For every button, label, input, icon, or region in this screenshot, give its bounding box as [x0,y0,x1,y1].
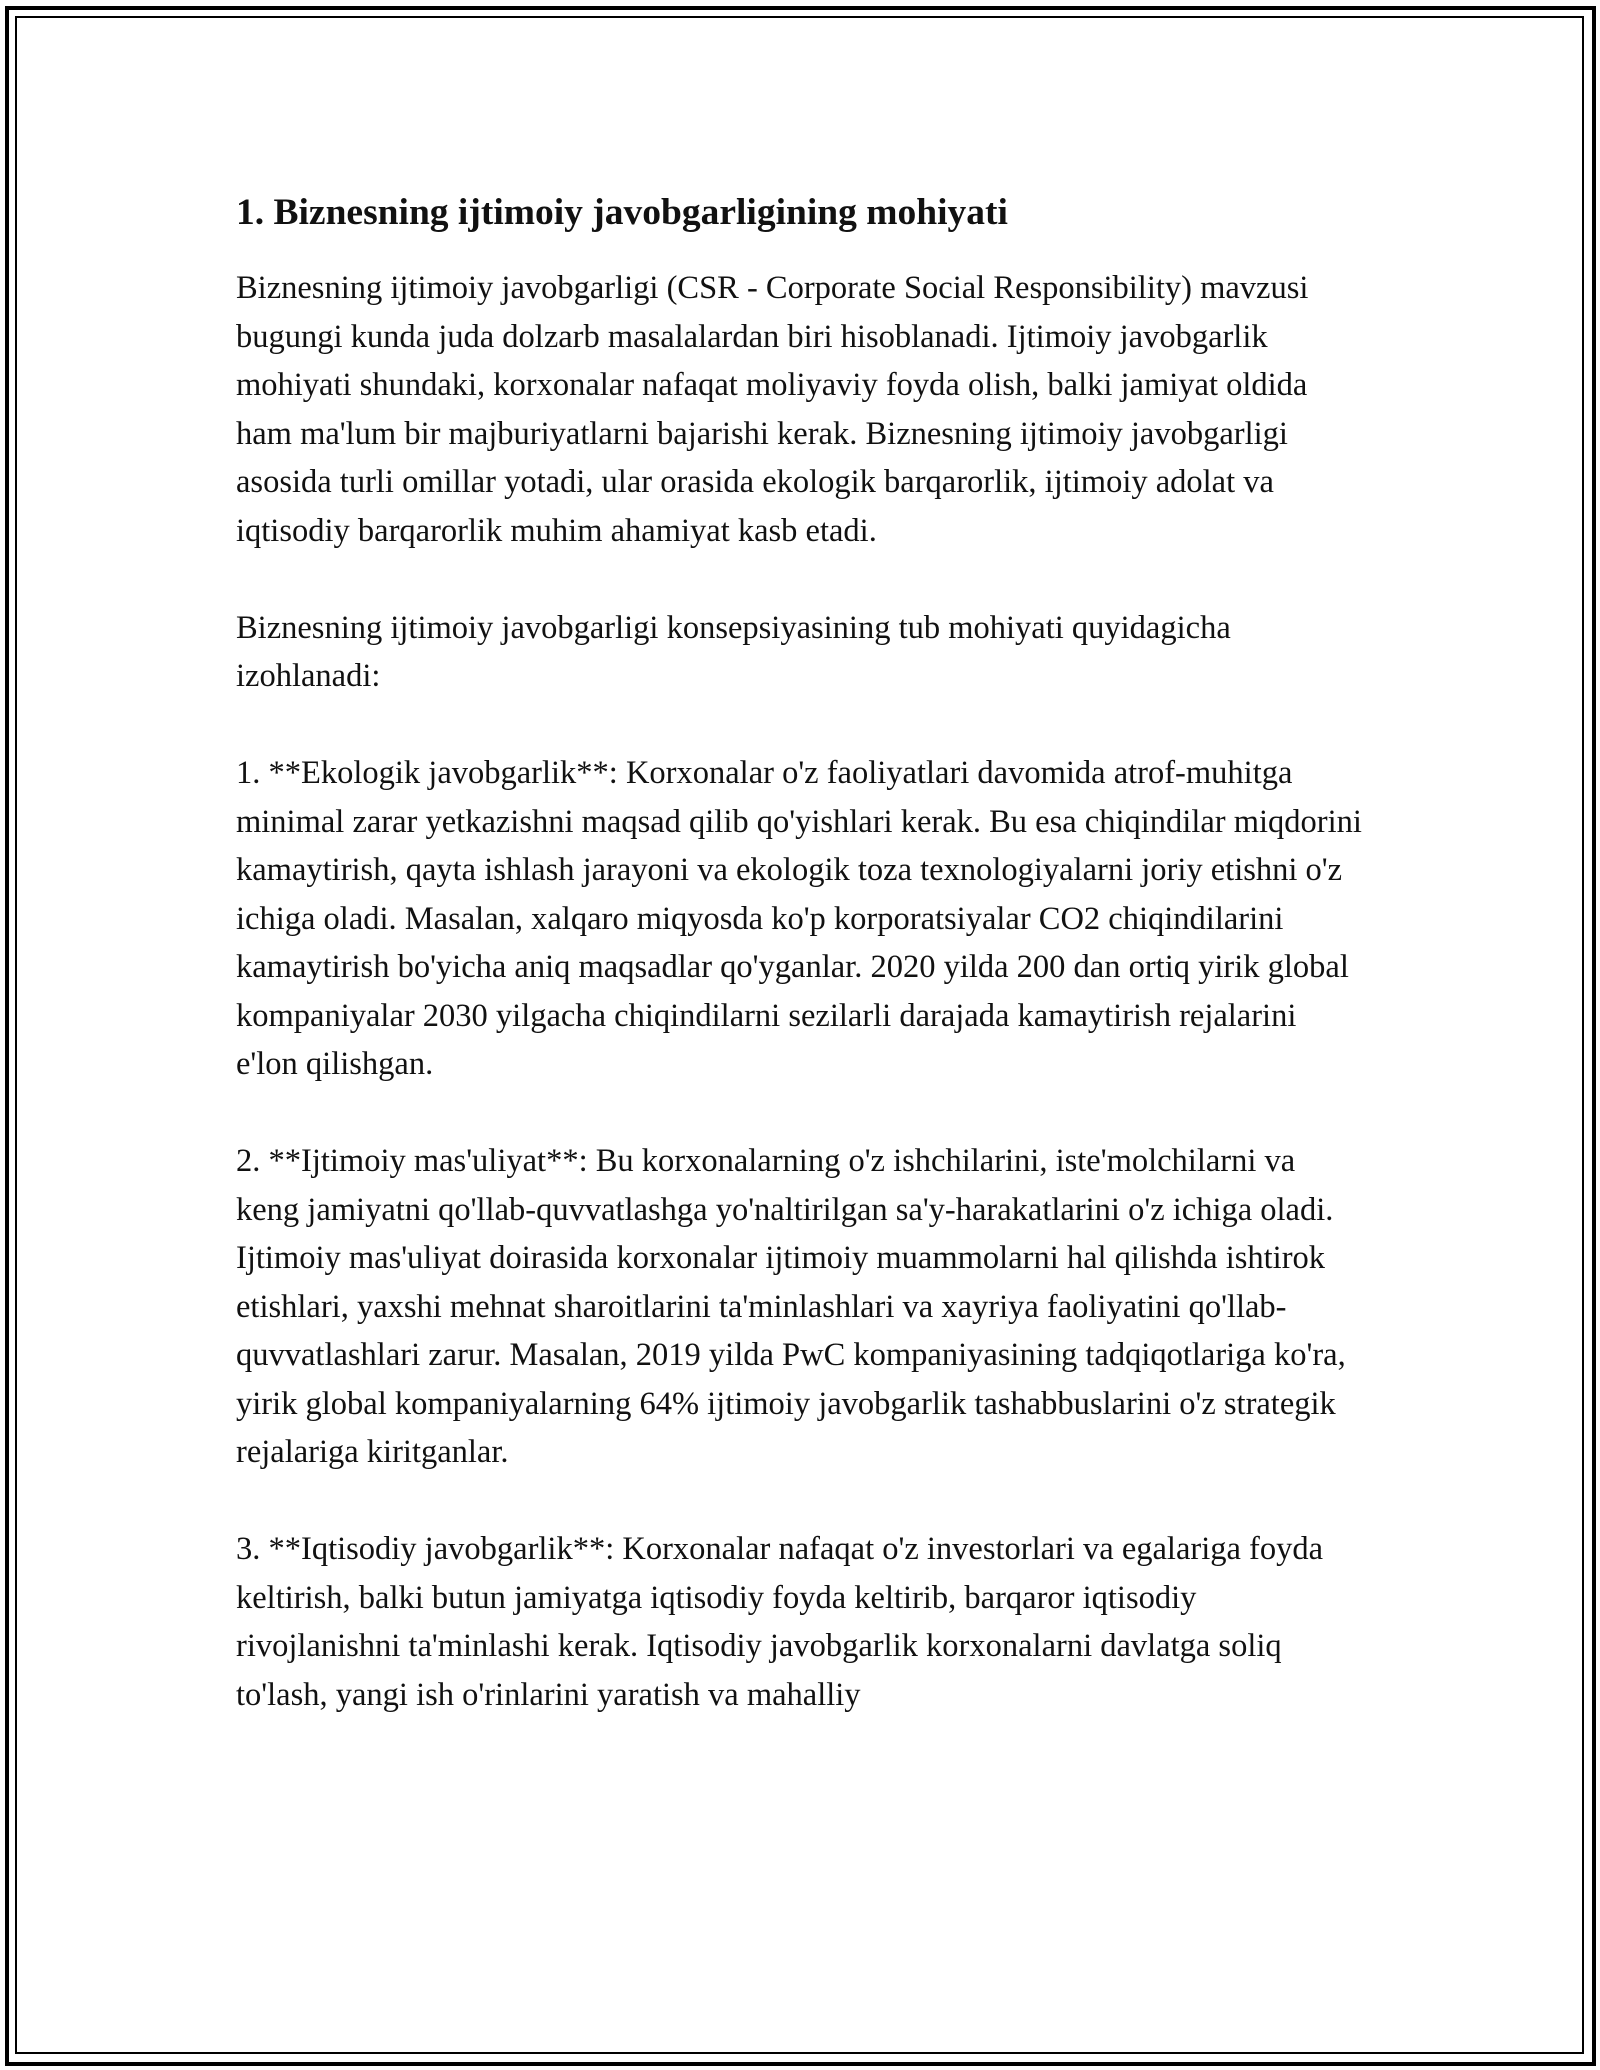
paragraph-spacer [236,701,1366,750]
paragraph-ecological: 1. **Ekologik javobgarlik**: Korxonalar o'z faoliyatlari davomida atrof-muhitga minimal zarar yetkazishni maqsad qilib qo'yishlari kerak. Bu esa chiqindilar miqdorini kamaytirish, qayta ishlash jarayoni va ekologik toza texnologiyalarni joriy etishni o'z ichiga oladi. Masalan, xalqaro miqyosda ko'p korporatsiyalar CO2 chiqindilarini kamaytirish bo'yicha aniq maqsadlar qo'yganlar. 2020 yilda 200 dan ortiq yirik global kompaniyalar 2030 yilgacha chiqindilarni sezilarli darajada kamaytirish rejalarini e'lon qilishgan. [236,755,1362,1082]
paragraph-intro: Biznesning ijtimoiy javobgarligi (CSR - Corporate Social Responsibility) mavzusi bugungi kunda juda dolzarb masalalardan biri hisoblanadi. Ijtimoiy javobgarlik mohiyati shundaki, korxonalar nafaqat moliyaviy foyda olish, balki jamiyat oldida ham ma'lum bir majburiyatlarni bajarishi kerak. Biznesning ijtimoiy javobgarligi asosida turli omillar yotadi, ular orasida ekologik barqarorlik, ijtimoiy adolat va iqtisodiy barqarorlik muhim ahamiyat kasb etadi. [236,270,1309,549]
paragraph-social: 2. **Ijtimoiy mas'uliyat**: Bu korxonalarning o'z ishchilarini, iste'molchilarni va keng jamiyatni qo'llab-quvvatlashga yo'naltirilgan sa'y-harakatlarini o'z ichiga oladi. Ijtimoiy mas'uliyat doirasida korxonalar ijtimoiy muammolarni hal qilishda ishtirok etishlari, yaxshi mehnat sharoitlarini ta'minlashlari va xayriya faoliyatini qo'llab-quvvatlashlari zarur. Masalan, 2019 yilda PwC kompaniyasining tadqiqotlariga ko'ra, yirik global kompaniyalarning 64% ijtimoiy javobgarlik tashabbuslarini o'z strategik rejalariga kiritganlar. [236,1143,1346,1470]
document-body [236,188,1366,1719]
paragraph-spacer [236,555,1366,604]
paragraph-concept: Biznesning ijtimoiy javobgarligi konsepsiyasining tub mohiyati quyidagicha izohlanadi: [236,609,1231,694]
section-heading: 1. Biznesning ijtimoiy javobgarligining mohiyati [236,192,1008,233]
paragraph-spacer [236,1089,1366,1138]
paragraph-spacer [236,1477,1366,1526]
paragraph-economic: 3. **Iqtisodiy javobgarlik**: Korxonalar nafaqat o'z investorlari va egalariga foyda keltirish, balki butun jamiyatga iqtisodiy foyda keltirib, barqaror iqtisodiy rivojlanishni ta'minlashi kerak. Iqtisodiy javobgarlik korxonalarni davlatga soliq to'lash, yangi ish o'rinlarini yaratish va mahalliy [236,1531,1324,1713]
